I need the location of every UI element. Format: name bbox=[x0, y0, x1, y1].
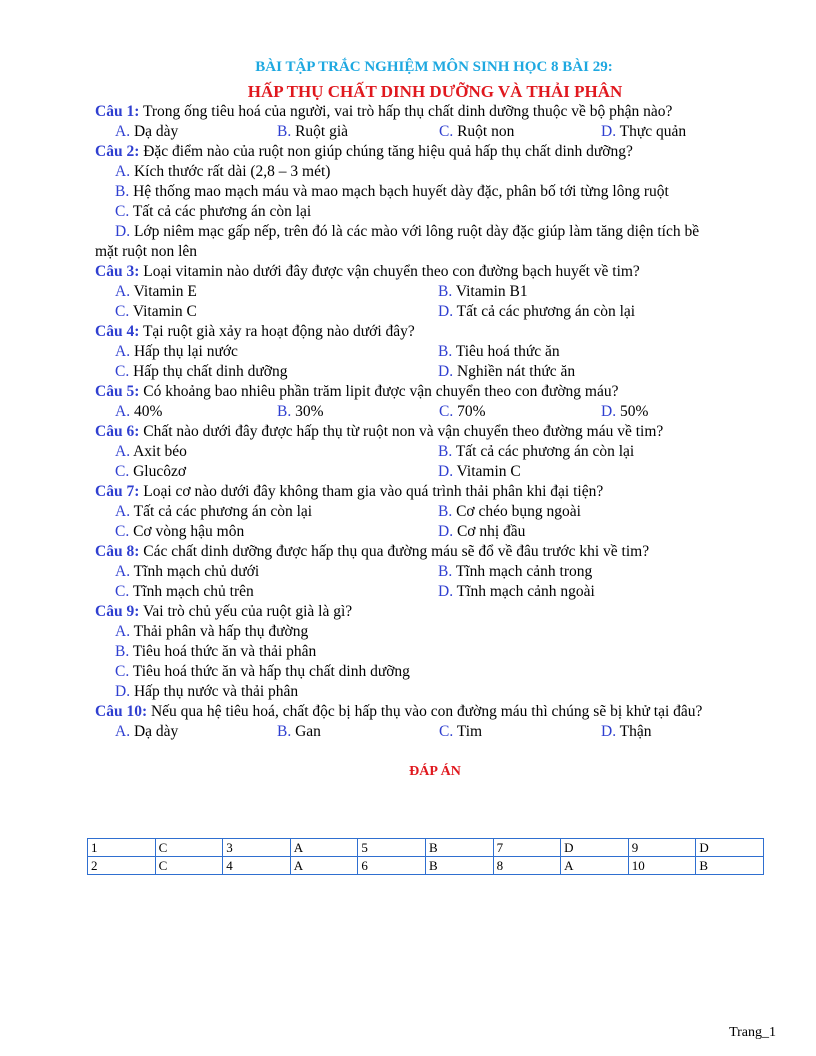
question-label: Câu 3: bbox=[95, 263, 140, 280]
document-subtitle: HẤP THỤ CHẤT DINH DƯỠNG VÀ THẢI PHÂN bbox=[247, 82, 623, 101]
option-d: D. Tất cả các phương án còn lại bbox=[438, 303, 636, 320]
option-a: A. 40% bbox=[115, 403, 163, 420]
option-a: A. Hấp thụ lại nước bbox=[115, 343, 238, 360]
option-d: D. 50% bbox=[601, 403, 649, 420]
question-label: Câu 4: bbox=[95, 323, 140, 340]
option-c: C. Glucôzơ bbox=[115, 463, 187, 480]
option-c: C. 70% bbox=[439, 403, 486, 420]
question-label: Câu 1: bbox=[95, 103, 140, 120]
table-cell: B bbox=[696, 857, 764, 875]
option-a: A. Dạ dày bbox=[115, 123, 179, 140]
option-a: A. Kích thước rất dài (2,8 – 3 mét) bbox=[115, 163, 331, 180]
question-10 bbox=[95, 702, 775, 742]
option-d: D. Thận bbox=[601, 723, 652, 740]
question-label: Câu 9: bbox=[95, 603, 140, 620]
table-cell: A bbox=[290, 857, 358, 875]
option-c: C. Vitamin C bbox=[115, 303, 197, 320]
table-cell: 3 bbox=[223, 839, 291, 857]
answer-key-title: ĐÁP ÁN bbox=[409, 764, 461, 779]
question-7 bbox=[95, 482, 775, 542]
table-cell: 10 bbox=[628, 857, 696, 875]
question-text: Đặc điểm nào của ruột non giúp chúng tăng hiệu quả hấp thụ chất dinh dưỡng? bbox=[139, 143, 633, 160]
option-d-continuation: mặt ruột non lên bbox=[95, 243, 198, 260]
question-text: Có khoảng bao nhiêu phần trăm lipit được vận chuyển theo con đường máu? bbox=[139, 383, 619, 400]
option-a: A. Tất cả các phương án còn lại bbox=[115, 503, 313, 520]
table-cell: 7 bbox=[493, 839, 561, 857]
option-d: D. Lớp niêm mạc gấp nếp, trên đó là các mào với lông ruột dày đặc giúp làm tăng diện tích bề bbox=[115, 223, 700, 240]
option-b: B. Tĩnh mạch cảnh trong bbox=[438, 563, 593, 580]
question-4 bbox=[95, 322, 775, 382]
table-cell: 2 bbox=[88, 857, 156, 875]
question-text: Loại vitamin nào dưới đây được vận chuyển theo con đường bạch huyết về tim? bbox=[139, 263, 640, 280]
table-cell: C bbox=[155, 839, 223, 857]
question-label: Câu 2: bbox=[95, 143, 140, 160]
table-cell: B bbox=[425, 839, 493, 857]
option-b: B. Ruột già bbox=[277, 123, 349, 140]
question-3 bbox=[95, 262, 775, 322]
question-label: Câu 8: bbox=[95, 543, 140, 560]
option-c: C. Tất cả các phương án còn lại bbox=[115, 203, 312, 220]
question-label: Câu 10: bbox=[95, 703, 148, 720]
question-2 bbox=[95, 142, 775, 262]
document-title: BÀI TẬP TRẮC NGHIỆM MÔN SINH HỌC 8 BÀI 29: bbox=[255, 59, 613, 75]
table-cell: 5 bbox=[358, 839, 426, 857]
table-cell: A bbox=[290, 839, 358, 857]
option-c: C. Ruột non bbox=[439, 123, 515, 140]
option-a: A. Tĩnh mạch chủ dưới bbox=[115, 563, 260, 580]
page-number: Trang_1 bbox=[729, 1025, 776, 1040]
document-page bbox=[95, 57, 775, 782]
option-a: A. Vitamin E bbox=[115, 283, 197, 300]
option-b: B. Tất cả các phương án còn lại bbox=[438, 443, 635, 460]
option-d: D. Tĩnh mạch cảnh ngoài bbox=[438, 583, 595, 600]
option-d: D. Thực quản bbox=[601, 123, 687, 140]
question-text: Loại cơ nào dưới đây không tham gia vào quá trình thải phân khi đại tiện? bbox=[139, 483, 604, 500]
question-6 bbox=[95, 422, 775, 482]
option-b: B. 30% bbox=[277, 403, 324, 420]
question-text: Nếu qua hệ tiêu hoá, chất độc bị hấp thụ vào con đường máu thì chúng sẽ bị khử tại đâu? bbox=[147, 703, 703, 720]
option-a: A. Dạ dày bbox=[115, 723, 179, 740]
question-text: Tại ruột già xảy ra hoạt động nào dưới đây? bbox=[139, 323, 415, 340]
option-b: B. Cơ chéo bụng ngoài bbox=[438, 503, 581, 520]
question-8 bbox=[95, 542, 775, 602]
question-label: Câu 6: bbox=[95, 423, 140, 440]
option-b: B. Gan bbox=[277, 723, 321, 740]
option-c: C. Hấp thụ chất dinh dưỡng bbox=[115, 363, 288, 380]
question-text: Trong ống tiêu hoá của người, vai trò hấp thụ chất dinh dưỡng thuộc về bộ phận nào? bbox=[139, 103, 673, 120]
table-cell: B bbox=[425, 857, 493, 875]
option-b: B. Vitamin B1 bbox=[438, 283, 528, 300]
option-b: B. Tiêu hoá thức ăn bbox=[438, 343, 560, 360]
question-9 bbox=[95, 602, 775, 702]
option-c: C. Cơ vòng hậu môn bbox=[115, 523, 245, 540]
table-cell: C bbox=[155, 857, 223, 875]
option-a: A. Axit béo bbox=[115, 443, 187, 460]
option-b: B. Tiêu hoá thức ăn và thải phân bbox=[115, 643, 317, 660]
table-cell: D bbox=[696, 839, 764, 857]
table-row bbox=[88, 839, 764, 857]
question-label: Câu 7: bbox=[95, 483, 140, 500]
table-cell: 9 bbox=[628, 839, 696, 857]
table-cell: D bbox=[561, 839, 629, 857]
option-d: D. Nghiền nát thức ăn bbox=[438, 363, 576, 380]
option-d: D. Cơ nhị đầu bbox=[438, 523, 526, 540]
question-5 bbox=[95, 382, 775, 422]
table-cell: 4 bbox=[223, 857, 291, 875]
question-text: Chất nào dưới đây được hấp thụ từ ruột non và vận chuyển theo đường máu về tim? bbox=[139, 423, 664, 440]
answer-key-table bbox=[87, 838, 764, 875]
table-cell: 1 bbox=[88, 839, 156, 857]
question-text: Vai trò chủ yếu của ruột già là gì? bbox=[139, 603, 353, 620]
table-cell: 6 bbox=[358, 857, 426, 875]
table-cell: 8 bbox=[493, 857, 561, 875]
question-text: Các chất dinh dưỡng được hấp thụ qua đường máu sẽ đổ về đâu trước khi về tim? bbox=[139, 543, 650, 560]
option-d: D. Vitamin C bbox=[438, 463, 521, 480]
option-d: D. Hấp thụ nước và thải phân bbox=[115, 683, 299, 700]
table-row bbox=[88, 857, 764, 875]
option-a: A. Thải phân và hấp thụ đường bbox=[115, 623, 309, 640]
question-1 bbox=[95, 102, 775, 142]
table-cell: A bbox=[561, 857, 629, 875]
question-label: Câu 5: bbox=[95, 383, 140, 400]
option-c: C. Tĩnh mạch chủ trên bbox=[115, 583, 254, 600]
option-c: C. Tim bbox=[439, 723, 483, 740]
option-c: C. Tiêu hoá thức ăn và hấp thụ chất dinh dưỡng bbox=[115, 663, 410, 680]
option-b: B. Hệ thống mao mạch máu và mao mạch bạch huyết dày đặc, phân bố tới từng lông ruột bbox=[115, 183, 669, 200]
